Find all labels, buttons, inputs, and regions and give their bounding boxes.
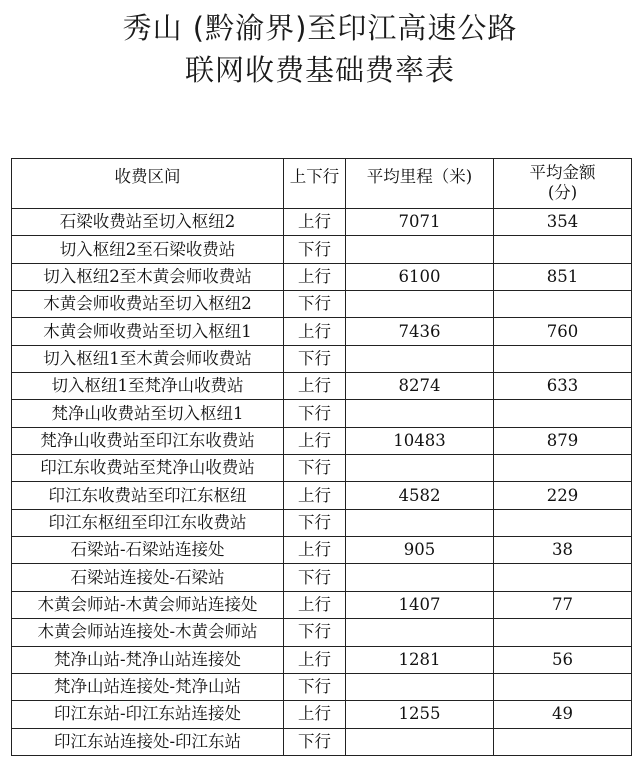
- cell-amount: [494, 345, 632, 372]
- cell-section: 梵净山收费站至印江东收费站: [12, 427, 284, 454]
- table-row: [12, 263, 632, 290]
- cell-distance: [346, 400, 494, 427]
- cell-amount: [494, 236, 632, 263]
- cell-distance: [346, 291, 494, 318]
- document-subtitle: 联网收费基础费率表: [184, 53, 455, 87]
- document-title: 秀山 (黔渝界)至印江高速公路: [122, 11, 518, 45]
- table-row: [12, 673, 632, 700]
- table-row: [12, 400, 632, 427]
- cell-distance: 905: [346, 537, 494, 564]
- header-direction: 上下行: [284, 159, 346, 209]
- cell-section: 梵净山收费站至切入枢纽1: [12, 400, 284, 427]
- cell-amount: [494, 291, 632, 318]
- cell-section: 印江东站连接处-印江东站: [12, 728, 284, 755]
- cell-direction: 下行: [284, 564, 346, 591]
- cell-direction: 下行: [284, 509, 346, 536]
- table-row: [12, 345, 632, 372]
- cell-section: 木黄会师站连接处-木黄会师站: [12, 619, 284, 646]
- cell-direction: 上行: [284, 373, 346, 400]
- cell-distance: 4582: [346, 482, 494, 509]
- cell-section: 切入枢纽2至石梁收费站: [12, 236, 284, 263]
- cell-section: 木黄会师站-木黄会师站连接处: [12, 591, 284, 618]
- cell-direction: 上行: [284, 318, 346, 345]
- cell-section: 木黄会师收费站至切入枢纽1: [12, 318, 284, 345]
- table-row: [12, 564, 632, 591]
- cell-amount: [494, 455, 632, 482]
- cell-distance: [346, 564, 494, 591]
- header-distance: 平均里程（米): [346, 159, 494, 209]
- table-header-row: [12, 159, 632, 209]
- cell-distance: 1407: [346, 591, 494, 618]
- fee-rate-table: [11, 158, 632, 756]
- table-row: [12, 373, 632, 400]
- table-row: [12, 291, 632, 318]
- cell-direction: 下行: [284, 236, 346, 263]
- cell-section: 梵净山站-梵净山站连接处: [12, 646, 284, 673]
- cell-direction: 上行: [284, 427, 346, 454]
- table-row: [12, 591, 632, 618]
- cell-distance: 1255: [346, 701, 494, 728]
- cell-section: 石梁收费站至切入枢纽2: [12, 209, 284, 236]
- table-row: [12, 728, 632, 755]
- cell-section: 印江东枢纽至印江东收费站: [12, 509, 284, 536]
- cell-distance: [346, 673, 494, 700]
- cell-distance: 1281: [346, 646, 494, 673]
- cell-direction: 下行: [284, 673, 346, 700]
- cell-distance: [346, 236, 494, 263]
- cell-direction: 上行: [284, 591, 346, 618]
- cell-amount: 229: [494, 482, 632, 509]
- cell-amount: 760: [494, 318, 632, 345]
- table-body: [12, 209, 632, 756]
- table-row: [12, 455, 632, 482]
- cell-direction: 下行: [284, 728, 346, 755]
- cell-distance: [346, 455, 494, 482]
- table-row: [12, 482, 632, 509]
- cell-distance: 6100: [346, 263, 494, 290]
- cell-distance: 7436: [346, 318, 494, 345]
- table-row: [12, 509, 632, 536]
- header-amount-unit: (分): [547, 183, 578, 202]
- cell-distance: [346, 345, 494, 372]
- cell-amount: [494, 619, 632, 646]
- cell-amount: [494, 728, 632, 755]
- cell-direction: 上行: [284, 209, 346, 236]
- cell-direction: 上行: [284, 263, 346, 290]
- cell-direction: 上行: [284, 646, 346, 673]
- cell-section: 石梁站-石梁站连接处: [12, 537, 284, 564]
- cell-distance: 8274: [346, 373, 494, 400]
- table-row: [12, 427, 632, 454]
- cell-direction: 下行: [284, 619, 346, 646]
- cell-amount: 851: [494, 263, 632, 290]
- cell-distance: 10483: [346, 427, 494, 454]
- header-amount-label: 平均金额: [529, 163, 596, 182]
- cell-amount: 56: [494, 646, 632, 673]
- header-amount: [494, 159, 632, 209]
- table-row: [12, 209, 632, 236]
- cell-amount: 49: [494, 701, 632, 728]
- cell-direction: 下行: [284, 291, 346, 318]
- cell-distance: 7071: [346, 209, 494, 236]
- cell-amount: [494, 400, 632, 427]
- cell-section: 印江东站-印江东站连接处: [12, 701, 284, 728]
- cell-section: 切入枢纽1至木黄会师收费站: [12, 345, 284, 372]
- table-row: [12, 537, 632, 564]
- table-row: [12, 318, 632, 345]
- table-row: [12, 701, 632, 728]
- cell-amount: 633: [494, 373, 632, 400]
- cell-direction: 上行: [284, 482, 346, 509]
- cell-section: 切入枢纽2至木黄会师收费站: [12, 263, 284, 290]
- table-row: [12, 619, 632, 646]
- cell-section: 石梁站连接处-石梁站: [12, 564, 284, 591]
- cell-amount: 879: [494, 427, 632, 454]
- cell-section: 梵净山站连接处-梵净山站: [12, 673, 284, 700]
- cell-section: 印江东收费站至印江东枢纽: [12, 482, 284, 509]
- cell-section: 切入枢纽1至梵净山收费站: [12, 373, 284, 400]
- cell-direction: 下行: [284, 400, 346, 427]
- header-section: 收费区间: [12, 159, 284, 209]
- cell-amount: 77: [494, 591, 632, 618]
- cell-direction: 下行: [284, 455, 346, 482]
- cell-direction: 上行: [284, 701, 346, 728]
- cell-section: 印江东收费站至梵净山收费站: [12, 455, 284, 482]
- cell-distance: [346, 728, 494, 755]
- cell-amount: [494, 564, 632, 591]
- cell-amount: [494, 673, 632, 700]
- table-row: [12, 236, 632, 263]
- cell-amount: 38: [494, 537, 632, 564]
- cell-amount: [494, 509, 632, 536]
- cell-amount: 354: [494, 209, 632, 236]
- cell-direction: 下行: [284, 345, 346, 372]
- cell-distance: [346, 619, 494, 646]
- table-row: [12, 646, 632, 673]
- cell-direction: 上行: [284, 537, 346, 564]
- cell-section: 木黄会师收费站至切入枢纽2: [12, 291, 284, 318]
- cell-distance: [346, 509, 494, 536]
